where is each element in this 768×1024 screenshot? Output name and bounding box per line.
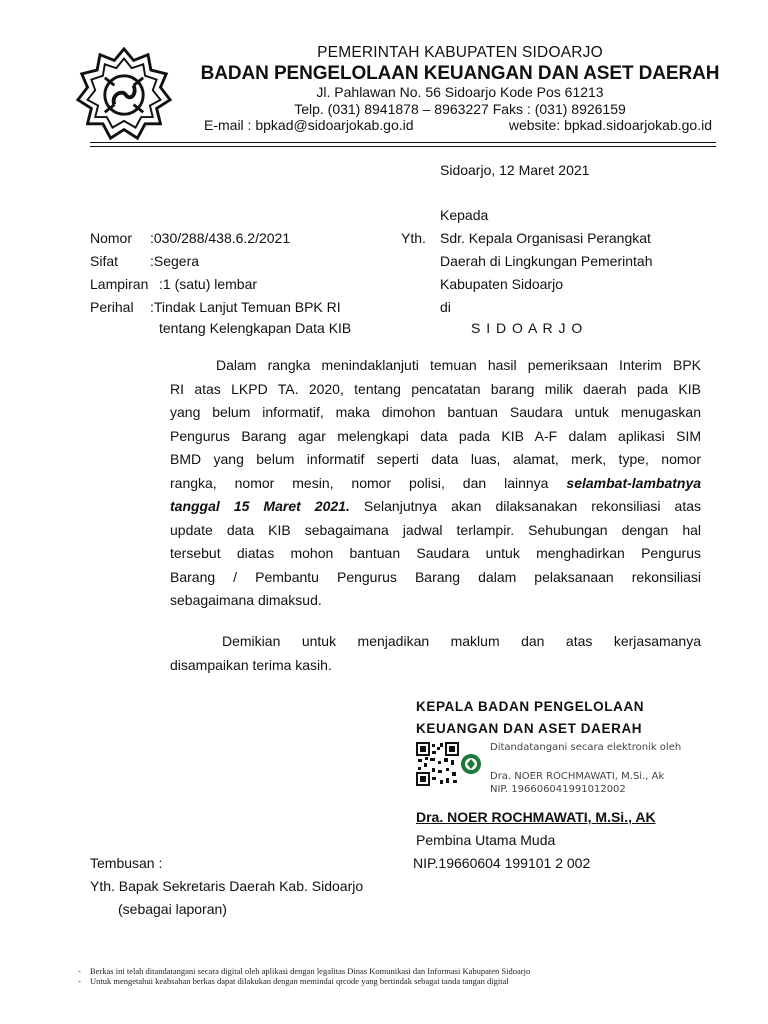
letterhead-email: E-mail : bpkad@sidoarjokab.go.id [204,117,414,133]
signature-title-1: KEPALA BADAN PENGELOLAAN [416,699,645,714]
body-line: sebagaimana dimaksud. [170,592,322,608]
tembusan-item: Yth. Bapak Sekretaris Daerah Kab. Sidoarjo [90,878,364,894]
body-line: disampaikan terima kasih. [170,656,332,673]
letterhead-rule-thin [90,146,716,147]
recipient-di: di [440,299,451,315]
signatory-nip: NIP.19660604 199101 2 002 [413,855,591,871]
sifat-value: :Segera [150,253,200,269]
recipient-yth: Yth. [401,230,426,246]
body-line [170,472,701,496]
recipient-city: S I D O A R J O [471,320,584,336]
body-line: RI atas LKPD TA. 2020, tentang pencatatan barang milik daerah pada KIB [170,380,701,397]
body-line: Demikian untuk menjadikan maklum dan atas kerjasamanya [222,633,701,649]
lampiran-value: :1 (satu) lembar [159,276,258,292]
perihal-value: :Tindak Lanjut Temuan BPK RI [150,299,341,315]
body-line: Barang / Pembantu Pengurus Barang dalam pelaksanaan rekonsiliasi [170,568,701,585]
tembusan-label: Tembusan : [90,855,163,871]
letter-date: Sidoarjo, 12 Maret 2021 [440,162,590,178]
signatory-name: Dra. NOER ROCHMAWATI, M.Si., AK [416,809,656,825]
signatory-rank: Pembina Utama Muda [416,832,556,848]
esign-name: Dra. NOER ROCHMAWATI, M.Si., Ak [490,771,665,782]
body-line: tersebut diatas mohon bantuan Saudara untuk menghadirkan Pengurus [170,545,701,561]
nomor-label: Nomor [90,230,133,246]
letterhead-government: PEMERINTAH KABUPATEN SIDOARJO [317,44,603,61]
body-text: rangka, nomor mesin, nomor polisi, dan lainnya [170,474,549,491]
body-line: Dalam rangka menindaklanjuti temuan hasil pemeriksaan Interim BPK [216,357,701,373]
footer-note-1: Berkas ini telah ditandatangani secara digital oleh aplikasi dengan legalitas Dinas Komunikasi dan Informasi Kabupaten Sidoarjo [90,966,531,976]
letterhead-rule-thick [90,142,716,143]
tembusan-item-note: (sebagai laporan) [118,901,227,917]
letterhead-agency: BADAN PENGELOLAAN KEUANGAN DAN ASET DAERAH [200,63,720,84]
body-paragraph-2 [170,630,701,677]
perihal-value-cont: tentang Kelengkapan Data KIB [159,320,352,336]
perihal-label: Perihal [90,299,134,315]
letterhead-address: Jl. Pahlawan No. 56 Sidoarjo Kode Pos 61213 [316,84,604,100]
sifat-label: Sifat [90,253,119,269]
footer-bullet: - [78,976,81,986]
recipient-kepada: Kepada [440,207,489,223]
esign-nip: NIP. 196606041991012002 [490,784,626,795]
qr-code-icon [416,742,482,786]
deadline-emphasis: selambat-lambatnya [566,474,702,491]
recipient-line3: Kabupaten Sidoarjo [440,276,563,292]
recipient-line1: Sdr. Kepala Organisasi Perangkat [440,230,651,246]
body-line: BMD yang belum informatif seperti data luas, alamat, merk, type, nomor [170,451,701,467]
nomor-value: :030/288/438.6.2/2021 [150,230,291,246]
letterhead-phone: Telp. (031) 8941878 – 8963227 Faks : (031) 8926159 [294,101,626,117]
deadline-date: tanggal 15 Maret 2021. [170,498,350,514]
body-line [170,495,701,519]
letterhead-website: website: bpkad.sidoarjokab.go.id [508,117,712,133]
body-line: Pengurus Barang agar melengkapi data pada KIB A-F dalam aplikasi SIM [170,427,701,444]
footer-bullet: - [78,966,81,976]
body-paragraph-1 [170,354,701,613]
letterhead-contact [204,117,712,133]
signature-title-2: KEUANGAN DAN ASET DAERAH [416,721,643,736]
body-line: yang belum informatif, maka dimohon bantuan Saudara untuk menugaskan [170,404,701,420]
body-line: update data KIB sebagaimana jadwal terlampir. Sehubungan dengan hal [170,521,701,538]
esign-caption: Ditandatangani secara elektronik oleh [490,742,682,753]
footer-note-2: Untuk mengetahui keabsahan berkas dapat dilakukan dengan memindai qrcode yang bertindak sebagai tanda tangan digital [90,976,509,986]
body-text: Selanjutnya akan dilaksanakan rekonsiliasi atas [363,498,702,514]
lampiran-label: Lampiran [90,276,149,292]
sidoarjo-regency-emblem-icon [76,47,172,143]
recipient-line2: Daerah di Lingkungan Pemerintah [440,253,653,269]
